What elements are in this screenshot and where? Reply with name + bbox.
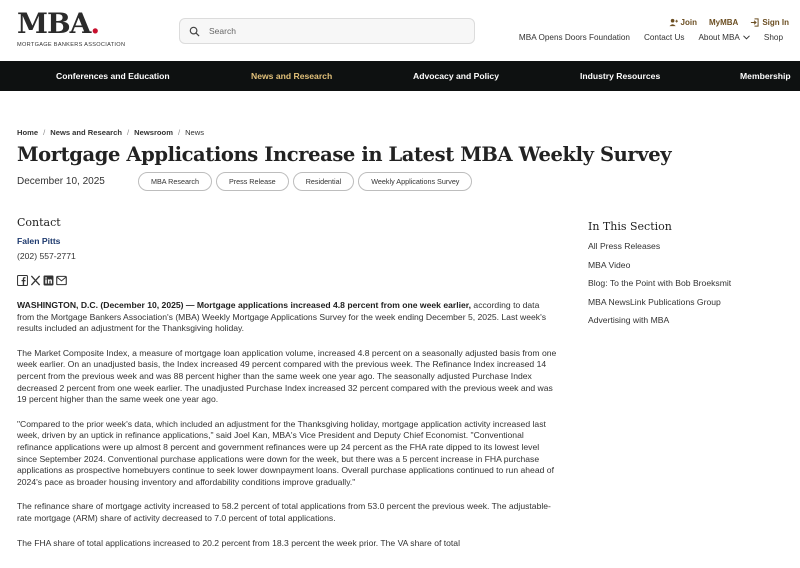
nav-membership[interactable]: Membership <box>740 71 791 81</box>
sign-in-link[interactable] <box>750 18 789 27</box>
breadcrumb-news-research[interactable]: News and Research <box>50 128 122 137</box>
sidebar-list <box>588 241 731 334</box>
article-paragraph-5: The FHA share of total applications increased to 20.2 percent from 18.3 percent the week prior. The VA share of total <box>17 537 460 548</box>
tag-press-release[interactable]: Press Release <box>216 172 289 191</box>
nav-news-research[interactable]: News and Research <box>251 71 333 81</box>
breadcrumb-newsroom[interactable]: Newsroom <box>134 128 173 137</box>
contact-heading: Contact <box>17 216 61 229</box>
sidebar-item-advertising[interactable]: Advertising with MBA <box>588 315 670 325</box>
tag-residential[interactable]: Residential <box>293 172 355 191</box>
publish-date: December 10, 2025 <box>17 176 105 187</box>
linkedin-icon[interactable] <box>43 275 54 286</box>
mymba-link[interactable] <box>709 18 738 27</box>
sign-in-label: Sign In <box>762 18 789 27</box>
mba-logo[interactable] <box>17 7 126 52</box>
utility-links <box>669 18 789 27</box>
topnav-contact[interactable]: Contact Us <box>643 33 685 42</box>
nav-conferences[interactable]: Conferences and Education <box>56 71 170 81</box>
main-nav <box>0 61 800 91</box>
sign-in-icon <box>750 18 759 27</box>
site-header <box>0 0 800 61</box>
contact-phone: (202) 557-2771 <box>17 251 76 261</box>
chevron-down-icon <box>743 35 750 40</box>
top-nav <box>519 33 783 42</box>
logo-mark: MBA. <box>17 7 100 40</box>
article-lede: WASHINGTON, D.C. (December 10, 2025) — Mortgage applications increased 4.8 percent from one week earlier, <box>17 300 472 310</box>
user-plus-icon <box>669 18 678 27</box>
nav-industry-resources[interactable]: Industry Resources <box>580 71 661 81</box>
search-box[interactable] <box>179 18 475 44</box>
sidebar-item-blog[interactable]: Blog: To the Point with Bob Broeksmit <box>588 278 732 288</box>
page-title: Mortgage Applications Increase in Latest MBA Weekly Survey <box>17 143 672 166</box>
search-input[interactable] <box>209 26 449 36</box>
join-link[interactable] <box>669 18 697 27</box>
x-icon[interactable] <box>30 275 41 286</box>
breadcrumb: Home / News and Research / Newsroom / News <box>17 128 205 137</box>
article-paragraph-3: "Compared to the prior week's data, which included an adjustment for the Thanksgiving holiday, mortgage application activity increased last week, driven by an uptick in refinance applications," said Joel Kan, MBA's Vice President and Deputy Chief Economist. "Conventional refinance applications were up almost 8 percent and government refinances were up 24 percent as the FHA rate dipped to its lowest level since September 2024. Conventional purchase applications were down for the week, but there was a 5 percent increase in FHA purchase applications as prospective homebuyers continue to seek lower downpayment loans. Overall purchase applications continued to run ahead of 2024's pace as broader housing inventory and affordability conditions improve gradually." <box>17 418 554 487</box>
topnav-about[interactable] <box>698 33 749 42</box>
breadcrumb-news: News <box>185 128 205 137</box>
tag-list <box>138 172 472 191</box>
sidebar-item-newslink[interactable]: MBA NewsLink Publications Group <box>588 296 721 307</box>
logo-subtitle: MORTGAGE BANKERS ASSOCIATION <box>17 42 126 48</box>
join-label: Join <box>680 18 697 27</box>
article-paragraph-4: The refinance share of mortgage activity increased to 58.2 percent of total applications from 53.0 percent the previous week. The adjustable-rate mortgage (ARM) share of activity decreased to 7.0 percent of total applications. <box>17 501 551 523</box>
article-lede-rest: according to data from the Mortgage Bankers Association's (MBA) Weekly Mortgage Applications Survey for the week ending December 5, 2025. Last week's results included an adjustment for the Thanksgiving holiday. <box>17 300 547 334</box>
topnav-foundation[interactable]: MBA Opens Doors Foundation <box>518 33 630 42</box>
facebook-icon[interactable] <box>17 275 28 286</box>
email-icon[interactable] <box>56 275 67 286</box>
article-paragraph-2: The Market Composite Index, a measure of mortgage loan application volume, increased 4.8 percent on a seasonally adjusted basis from one week earlier. On an unadjusted basis, the Index increased 49 percent compared with the previous week. The Refinance Index increased 14 percent from the previous week and was 88 percent higher than the same week one year ago. The seasonally adjusted Purchase Index decreased 2 percent from one week earlier. The unadjusted Purchase Index increased 32 percent compared with the previous week and was 19 percent higher than the same week one year ago. <box>17 347 557 405</box>
article-body <box>17 300 557 562</box>
sidebar-item-mba-video[interactable]: MBA Video <box>588 259 631 270</box>
nav-advocacy[interactable]: Advocacy and Policy <box>413 71 499 81</box>
tag-weekly-applications-survey[interactable]: Weekly Applications Survey <box>358 172 472 191</box>
breadcrumb-home[interactable]: Home <box>17 128 39 137</box>
mymba-label: MyMBA <box>708 18 739 27</box>
share-icons <box>17 275 67 286</box>
article-paragraph-1 <box>17 300 557 335</box>
tag-mba-research[interactable]: MBA Research <box>138 172 212 191</box>
search-icon <box>189 26 200 37</box>
sidebar-heading: In This Section <box>588 220 672 233</box>
topnav-about-label: About MBA <box>698 33 740 42</box>
contact-name: Falen Pitts <box>17 236 61 246</box>
sidebar-item-press-releases[interactable]: All Press Releases <box>588 241 661 251</box>
topnav-shop[interactable]: Shop <box>763 33 783 42</box>
